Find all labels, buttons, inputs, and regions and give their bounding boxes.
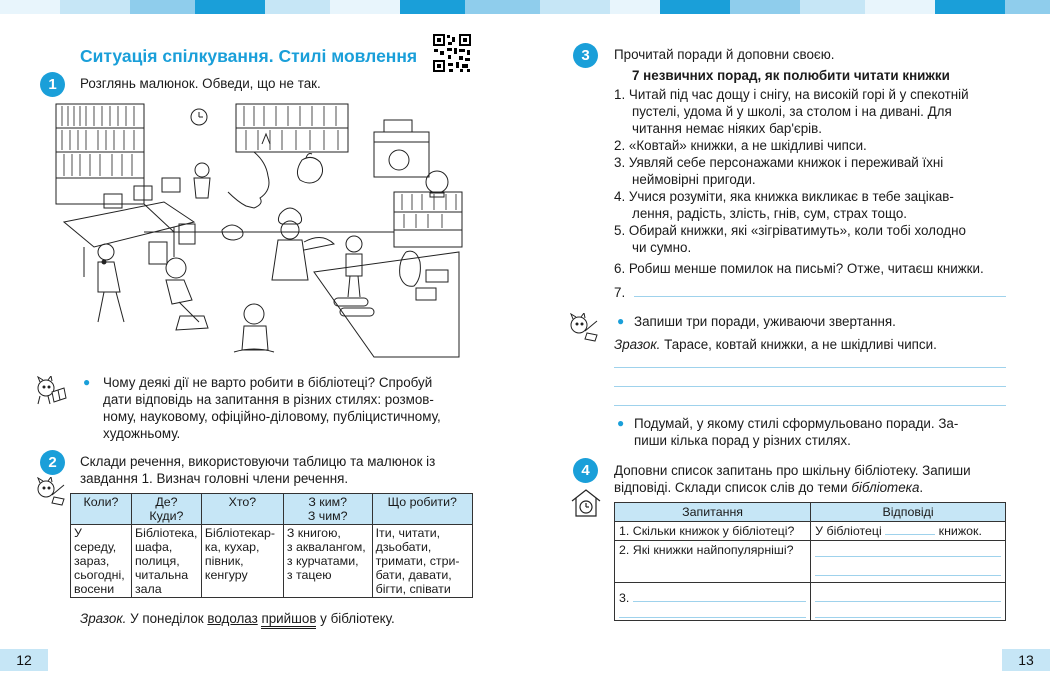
table2-header-questions: Запитання (615, 503, 811, 522)
write-example-text: Тарасе, ковтай книжки, а не шкідливі чипси. (664, 337, 937, 352)
top-stripe-1 (0, 0, 60, 14)
task-2-line-1: Склади речення, використовуючи таблицю та малюнок із (80, 454, 436, 469)
qr-code-icon (432, 33, 472, 73)
page-number-right: 13 (1002, 649, 1050, 671)
question-line-4: художньому. (103, 426, 181, 441)
top-stripe-12 (730, 0, 800, 14)
write-example-label: Зразок. (614, 337, 661, 352)
tip-4-line-1: 4. Учися розуміти, яка книжка викликає в тебе зацікав- (614, 189, 954, 204)
table2-answer-2-line-1[interactable] (815, 556, 1001, 557)
tip-5-line-1: 5. Обирай книжки, які «зігріватимуть», коли тобі холодно (614, 223, 966, 238)
task-4-badge: 4 (573, 458, 598, 483)
tip-2: 2. «Ковтай» книжки, а не шкідливі чипси. (614, 138, 867, 153)
top-stripe-8 (465, 0, 540, 14)
table2-header-answers: Відповіді (811, 503, 1006, 522)
tip-4-line-2: лення, радість, злість, гнів, сум, страх тощо. (632, 206, 907, 221)
task-1-badge: 1 (40, 72, 65, 97)
write-bullet: ● (617, 314, 625, 328)
table-header-with-whom: З ким? З чим? (283, 494, 372, 525)
tip-7-answer-line[interactable] (634, 296, 1006, 297)
task-3-badge: 3 (573, 43, 598, 68)
example-sentence (80, 610, 395, 627)
task-1-text: Розглянь малюнок. Обведи, що не так. (80, 76, 321, 91)
task-4-line-2-text: відповіді. Склади список слів до теми (614, 480, 848, 495)
task-3-text: Прочитай поради й доповни своєю. (614, 47, 835, 62)
top-stripe-15 (935, 0, 1005, 14)
table2-answer-2-line-2[interactable] (815, 575, 1001, 576)
top-stripe-9 (540, 0, 610, 14)
tips-heading: 7 незвичних порад, як полюбити читати книжки (632, 68, 950, 83)
top-stripe-4 (195, 0, 265, 14)
example-label: Зразок. (80, 611, 127, 626)
library-questions-table (614, 502, 1006, 621)
think-bullet: ● (617, 416, 625, 430)
example-before: У понеділок (130, 611, 204, 626)
question-line-1: Чому деякі дії не варто робити в бібліотеці? Спробуй (103, 375, 433, 390)
table2-answer-3-line-2[interactable] (815, 617, 1001, 618)
top-stripe-14 (865, 0, 935, 14)
table-header-who: Хто? (201, 494, 283, 525)
writing-mascot-icon (34, 477, 68, 507)
top-stripe-13 (800, 0, 865, 14)
table-cell-who: Бібліотекар- ка, кухар, півник, кенгуру (201, 525, 283, 598)
example-predicate: прийшов (261, 611, 316, 629)
top-stripe-6 (330, 0, 400, 14)
table-header-where: Де? Куди? (131, 494, 201, 525)
writing-mascot-icon-2 (567, 313, 601, 343)
task-2-badge: 2 (40, 450, 65, 475)
answer-line-3[interactable] (614, 405, 1006, 406)
tip-7-label: 7. (614, 285, 626, 300)
table2-question-2: 2. Які книжки найпопулярніші? (615, 541, 811, 583)
think-line-2: пиши кілька порад у різних стилях. (634, 433, 851, 448)
top-stripe-16 (1005, 0, 1050, 14)
tip-5-line-2: чи сумно. (632, 240, 692, 255)
page-number-left: 12 (0, 649, 48, 671)
tip-3-line-1: 3. Уявляй себе персонажами книжок і переживай їхні (614, 155, 944, 170)
page-title: Ситуація спілкування. Стилі мовлення (80, 46, 418, 66)
tip-3-line-2: неймовірні пригоди. (632, 172, 756, 187)
task-2-line-2: завдання 1. Визнач головні члени речення. (80, 471, 349, 486)
table-cell-when: У середу, зараз, сьогодні, восени (71, 525, 132, 598)
task-4-line-1: Доповни список запитань про шкільну бібліотеку. Запиши (614, 463, 971, 478)
answer-line-1[interactable] (614, 367, 1006, 368)
top-stripe-7 (400, 0, 465, 14)
answer-line-2[interactable] (614, 386, 1006, 387)
top-stripe-5 (265, 0, 330, 14)
table-cell-where: Бібліотека, шафа, полиця, читальна зала (131, 525, 201, 598)
table2-question-1: 1. Скільки книжок у бібліотеці? (615, 522, 811, 541)
top-stripe-10 (610, 0, 660, 14)
example-subject: водолаз (207, 611, 258, 626)
task-4-line-2 (614, 479, 923, 496)
top-stripe-11 (660, 0, 730, 14)
table2-answer-3-line-1[interactable] (815, 601, 1001, 602)
table2-answer-1-before: У бібліотеці (815, 524, 882, 538)
table2-answer-3[interactable] (811, 583, 1006, 621)
think-line-1: Подумай, у якому стилі сформульовано поради. За- (634, 416, 959, 431)
table2-question-3 (615, 583, 811, 621)
task-4-end: . (919, 480, 924, 495)
example-after: у бібліотеку. (320, 611, 395, 626)
table2-question-3-label: 3. (619, 591, 630, 605)
table2-answer-2[interactable] (811, 541, 1006, 583)
table-cell-with-whom: З книгою, з аквалангом, з курчатами, з тацею (283, 525, 372, 598)
question-line-3: ному, науковому, офіційно-діловому, публіцистичному, (103, 409, 441, 424)
table2-question-3-line-1[interactable] (633, 601, 806, 602)
tip-6: 6. Робиш менше помилок на письмі? Отже, читаєш книжки. (614, 261, 984, 276)
table2-answer-1-after: книжок. (938, 524, 982, 538)
question-line-2: дати відповідь на запитання в різних стилях: розмов- (103, 392, 434, 407)
table-header-what-to-do: Що робити? (372, 494, 472, 525)
table2-question-3-line-2[interactable] (619, 617, 806, 618)
table2-answer-1-blank[interactable] (885, 534, 935, 535)
sentence-table (70, 493, 473, 598)
top-stripe-2 (60, 0, 130, 14)
top-stripe-3 (130, 0, 195, 14)
library-illustration (54, 102, 464, 360)
table2-answer-1[interactable] (811, 522, 1006, 541)
home-task-icon (569, 487, 603, 519)
tip-1-line-3: читання немає ніяких бар'єрів. (632, 121, 822, 136)
write-text: Запиши три поради, уживаючи звертання. (634, 314, 896, 329)
tip-1-line-1: 1. Читай під час дощу і снігу, на високій горі й у спекотній (614, 87, 969, 102)
table-cell-what-to-do: Іти, читати, дзьобати, тримати, стри- бати, давати, бігти, співати (372, 525, 472, 598)
task-4-italic-word: бібліотека (851, 480, 920, 495)
tip-1-line-2: пустелі, удома й у школі, за столом і на дивані. Для (632, 104, 952, 119)
table-header-when: Коли? (71, 494, 132, 525)
reading-mascot-icon (34, 376, 68, 406)
question-bullet: ● (83, 375, 91, 389)
write-example (614, 336, 937, 353)
